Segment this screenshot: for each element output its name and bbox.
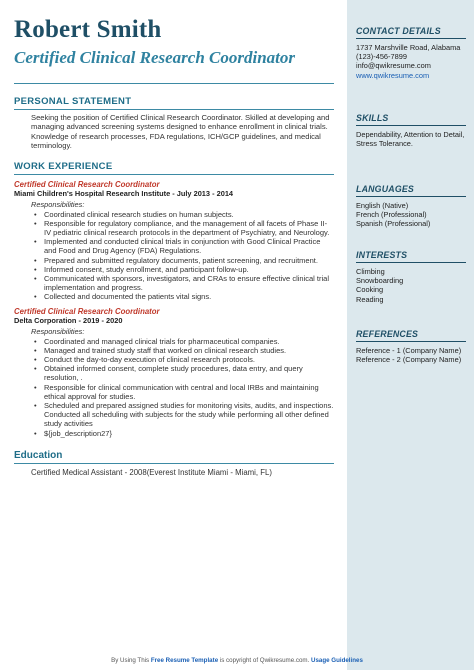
footer-prefix: By Using This: [111, 657, 151, 664]
section-title: Education: [14, 449, 63, 461]
duty-item: • Implemented and conducted clinical trials in conjunction with Good Clinical Practice and Food and Drug Agency (FDA) Regulations.: [34, 237, 334, 255]
duty-item: • Collected and documented the patients vital signs.: [34, 292, 334, 301]
references-list: [356, 346, 466, 364]
candidate-name: Robert Smith: [14, 16, 162, 43]
sidebar-section-title: SKILLS: [356, 113, 389, 123]
personal-statement-section: [14, 96, 334, 151]
duty-item: • Prepared and submitted regulatory documents, patient screening, and recruitment.: [34, 256, 334, 265]
contact-address: 1737 Marshville Road, Alabama: [356, 43, 461, 52]
job-title: Certified Clinical Research Coordinator: [14, 179, 160, 189]
skills-section: [356, 113, 466, 148]
duty-item: • Responsible for regulatory compliance, and the management of all facets of Phase II-IV pediatric clinical research protocols in the department of Psychiatry, and Neurology.: [34, 219, 334, 237]
duty-item: • Coordinated and managed clinical trials for pharmaceutical companies.: [34, 337, 334, 346]
responsibilities-label: Responsibilities:: [31, 199, 85, 209]
job-employer-dates: Delta Corporation - 2019 - 2020: [14, 315, 123, 325]
contact-website-link[interactable]: www.qwikresume.com: [356, 70, 430, 80]
section-divider: [14, 109, 334, 110]
work-experience-section: [14, 161, 334, 438]
language-item: French (Professional): [356, 210, 427, 220]
language-item: English (Native): [356, 201, 409, 210]
education-section: [14, 450, 334, 478]
languages-section: [356, 184, 466, 229]
contact-details: [356, 43, 466, 80]
languages-list: [356, 201, 466, 229]
job-title: Certified Clinical Research Coordinator: [14, 306, 160, 316]
section-divider: [14, 463, 334, 464]
sidebar-section-title: REFERENCES: [356, 329, 419, 339]
statement-text: Seeking the position of Certified Clinical Research Coordinator. Skilled at developing and managing advanced screening systems designed to enhance enrollment in clinical trials. Knowledge of research processes, FDA regulations, ICH/GCP guidelines, and medical terminology.: [31, 113, 330, 151]
footer: [0, 657, 474, 664]
reference-item: Reference - 1 (Company Name): [356, 346, 462, 355]
interests-list: [356, 267, 466, 304]
job-entry: [14, 180, 334, 302]
duty-item: • ${job_description27}: [34, 429, 334, 438]
job-employer-dates: Miami Children's Hospital Research Institute - July 2013 - 2014: [14, 188, 234, 198]
duty-item: • Communicated with sponsors, investigators, and CRAs to ensure effective clinical trial implementation and progress.: [34, 274, 334, 292]
duty-item: • Conduct the day-to-day execution of clinical research protocols.: [34, 355, 334, 364]
interests-section: [356, 250, 466, 304]
interest-item: Reading: [356, 294, 384, 304]
duty-item: • Managed and trained study staff that worked on clinical research studies.: [34, 346, 334, 355]
interest-item: Snowboarding: [356, 276, 404, 286]
section-divider: [14, 174, 334, 175]
sidebar-divider: [356, 125, 466, 126]
references-section: [356, 329, 466, 364]
sidebar: [347, 0, 474, 670]
duty-item: • Coordinated clinical research studies on human subjects.: [34, 210, 334, 219]
footer-middle: is copyright of Qwikresume.com.: [218, 657, 311, 664]
contact-phone: (123)-456-7899: [356, 52, 407, 62]
sidebar-section-title: LANGUAGES: [356, 184, 415, 194]
job-entry: [14, 307, 334, 438]
duty-item: • Responsible for clinical communication with central and local IRBs and maintaining ethical approval for studies.: [34, 383, 334, 401]
language-item: Spanish (Professional): [356, 219, 431, 229]
contact-email[interactable]: info@qwikresume.com: [356, 61, 431, 71]
free-resume-template-link[interactable]: Free Resume Template: [150, 657, 219, 664]
duty-item: • Informed consent, study enrollment, and participant follow-up.: [34, 265, 334, 274]
header-divider: [14, 83, 334, 84]
sidebar-divider: [356, 38, 466, 39]
interest-item: Climbing: [356, 267, 385, 276]
sidebar-divider: [356, 262, 466, 263]
section-title: PERSONAL STATEMENT: [14, 96, 132, 107]
sidebar-section-title: INTERESTS: [356, 250, 408, 260]
interest-item: Cooking: [356, 285, 384, 295]
section-title: WORK EXPERIENCE: [14, 160, 113, 172]
duty-list: [14, 337, 334, 438]
skills-text: Dependability, Attention to Detail, Stress Tolerance.: [356, 130, 465, 149]
usage-guidelines-link[interactable]: Usage Guidelines: [310, 657, 363, 664]
duty-item: • Obtained informed consent, complete study procedures, data entry, and query resolution, .: [34, 364, 334, 382]
responsibilities-label: Responsibilities:: [31, 326, 85, 336]
duty-list: [14, 210, 334, 302]
candidate-role: Certified Clinical Research Coordinator: [14, 48, 295, 67]
duty-item: • Scheduled and prepared assigned studies for monitoring visits, audits, and inspections. Conducted all scheduling with subjects for the study while performing all other defined study activities: [34, 401, 334, 429]
main-column: [14, 16, 334, 478]
sidebar-section-title: CONTACT DETAILS: [356, 26, 441, 36]
education-text: Certified Medical Assistant - 2008(Everest Institute Miami - Miami, FL): [31, 467, 272, 477]
sidebar-divider: [356, 196, 466, 197]
sidebar-divider: [356, 341, 466, 342]
contact-section: [356, 26, 466, 80]
reference-item: Reference - 2 (Company Name): [356, 355, 462, 365]
